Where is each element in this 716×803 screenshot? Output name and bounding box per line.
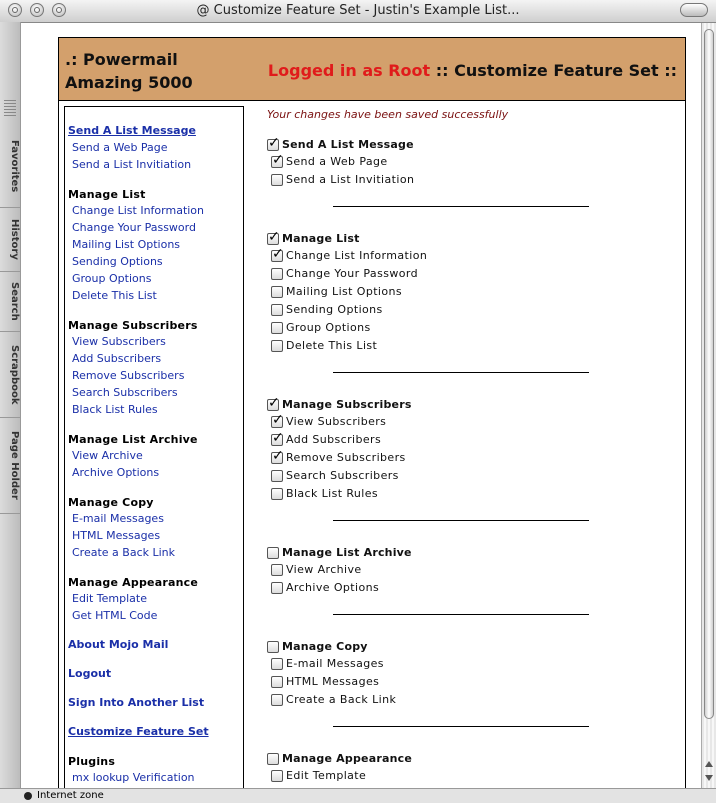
- feature-label: Add Subscribers: [286, 433, 382, 446]
- nav-change-password[interactable]: Change Your Password: [72, 221, 196, 234]
- feature-label: Send a Web Page: [286, 155, 388, 168]
- feature-label: Sending Options: [286, 303, 383, 316]
- scrollbar-thumb[interactable]: [704, 29, 714, 719]
- scroll-down-arrow-icon[interactable]: [705, 775, 713, 781]
- tab-search[interactable]: Search: [0, 272, 20, 332]
- feature-set-form: [267, 108, 667, 788]
- checkbox[interactable]: [267, 641, 279, 653]
- section-divider: [333, 614, 589, 615]
- page-title: Customize Feature Set ::: [454, 61, 677, 80]
- section-divider: [333, 206, 589, 207]
- nav-heading-manage-list: Manage List: [68, 188, 146, 201]
- nav-view-subscribers[interactable]: View Subscribers: [72, 335, 166, 348]
- feature-label: Group Options: [286, 321, 371, 334]
- toolbar-toggle-button[interactable]: [680, 3, 708, 17]
- nav-mx-lookup-verification[interactable]: mx lookup Verification: [72, 771, 195, 784]
- checkbox[interactable]: [271, 582, 283, 594]
- feature-label: Create a Back Link: [286, 693, 397, 706]
- tab-page-holder[interactable]: Page Holder: [0, 418, 20, 514]
- feature-label: Change List Information: [286, 249, 428, 262]
- group-label: Manage List Archive: [282, 546, 412, 559]
- nav-mailing-list-options[interactable]: Mailing List Options: [72, 238, 181, 251]
- window-titlebar: [0, 0, 716, 23]
- feature-label: View Archive: [286, 563, 362, 576]
- nav-about-mojo-mail[interactable]: About Mojo Mail: [68, 638, 169, 651]
- feature-label: Delete This List: [286, 339, 378, 352]
- logged-in-label: Logged in as Root: [267, 61, 431, 80]
- header-separator: ::: [435, 61, 449, 80]
- nav-customize-feature-set[interactable]: Customize Feature Set: [68, 725, 209, 738]
- nav-view-archive[interactable]: View Archive: [72, 449, 143, 462]
- feature-label: E-mail Messages: [286, 657, 384, 670]
- tab-scrapbook[interactable]: Scrapbook: [0, 332, 20, 418]
- nav-heading-manage-copy: Manage Copy: [68, 496, 154, 509]
- checkbox[interactable]: [271, 156, 283, 168]
- app-header: [59, 38, 685, 101]
- group-label: Manage List: [282, 232, 360, 245]
- checkbox[interactable]: [271, 340, 283, 352]
- nav-add-subscribers[interactable]: Add Subscribers: [72, 352, 162, 365]
- checkbox[interactable]: [267, 753, 279, 765]
- status-bar: [0, 788, 716, 803]
- group-label: Manage Copy: [282, 640, 368, 653]
- nav-heading-manage-list-archive: Manage List Archive: [68, 433, 198, 446]
- page-viewport: [21, 23, 701, 788]
- nav-black-list-rules[interactable]: Black List Rules: [72, 403, 158, 416]
- nav-get-html-code[interactable]: Get HTML Code: [72, 609, 158, 622]
- checkbox[interactable]: [271, 470, 283, 482]
- status-text: Internet zone: [37, 790, 104, 801]
- feature-label: Archive Options: [286, 581, 380, 594]
- checkbox[interactable]: [267, 139, 279, 151]
- nav-archive-options[interactable]: Archive Options: [72, 466, 160, 479]
- feature-label: Mailing List Options: [286, 285, 403, 298]
- vertical-scrollbar[interactable]: [701, 23, 716, 788]
- checkbox[interactable]: [271, 488, 283, 500]
- feature-label: View Subscribers: [286, 415, 387, 428]
- section-divider: [333, 726, 589, 727]
- checkbox[interactable]: [271, 694, 283, 706]
- checkbox[interactable]: [271, 564, 283, 576]
- nav-email-messages[interactable]: E-mail Messages: [72, 512, 164, 525]
- feature-label: Edit Template: [286, 769, 367, 782]
- feature-label: Change Your Password: [286, 267, 418, 280]
- nav-delete-list[interactable]: Delete This List: [72, 289, 157, 302]
- nav-heading-manage-appearance: Manage Appearance: [68, 576, 198, 589]
- group-label: Send A List Message: [282, 138, 414, 151]
- checkbox[interactable]: [271, 250, 283, 262]
- checkbox[interactable]: [271, 322, 283, 334]
- nav-change-list-information[interactable]: Change List Information: [72, 204, 205, 217]
- checkbox[interactable]: [271, 304, 283, 316]
- checkbox[interactable]: [271, 174, 283, 186]
- nav-edit-template[interactable]: Edit Template: [72, 592, 147, 605]
- nav-send-web-page[interactable]: Send a Web Page: [72, 141, 168, 154]
- tab-favorites[interactable]: Favorites: [0, 126, 20, 208]
- nav-html-messages[interactable]: HTML Messages: [72, 529, 161, 542]
- feature-label: Send a List Invitiation: [286, 173, 415, 186]
- header-status: [268, 61, 677, 80]
- checkbox[interactable]: [271, 676, 283, 688]
- checkbox[interactable]: [271, 416, 283, 428]
- nav-send-list-invitation[interactable]: Send a List Invitiation: [72, 158, 192, 171]
- feature-label: HTML Messages: [286, 675, 380, 688]
- checkbox[interactable]: [271, 268, 283, 280]
- feature-label: Search Subscribers: [286, 469, 399, 482]
- section-divider: [333, 520, 589, 521]
- feature-label: Remove Subscribers: [286, 451, 406, 464]
- left-nav: [64, 106, 244, 788]
- checkbox[interactable]: [267, 547, 279, 559]
- nav-heading-manage-subscribers: Manage Subscribers: [68, 319, 198, 332]
- group-label: Manage Subscribers: [282, 398, 412, 411]
- nav-sign-into-another-list[interactable]: Sign Into Another List: [68, 696, 205, 709]
- nav-search-subscribers[interactable]: Search Subscribers: [72, 386, 178, 399]
- checkbox[interactable]: [271, 658, 283, 670]
- app-frame: [58, 37, 686, 788]
- explorer-sidebar: [0, 22, 21, 788]
- checkbox[interactable]: [271, 434, 283, 446]
- nav-remove-subscribers[interactable]: Remove Subscribers: [72, 369, 185, 382]
- checkbox[interactable]: [271, 452, 283, 464]
- checkbox[interactable]: [267, 399, 279, 411]
- scroll-up-arrow-icon[interactable]: [705, 761, 713, 767]
- tab-history[interactable]: History: [0, 208, 20, 272]
- nav-sending-options[interactable]: Sending Options: [72, 255, 163, 268]
- checkbox[interactable]: [267, 233, 279, 245]
- feature-label: Black List Rules: [286, 487, 379, 500]
- section-divider: [333, 372, 589, 373]
- checkbox[interactable]: [271, 286, 283, 298]
- brand-title: .: Powermail Amazing 5000: [65, 50, 193, 92]
- nav-send-list-message[interactable]: Send A List Message: [68, 124, 196, 137]
- saved-message: Your changes have been saved successfully: [267, 108, 509, 121]
- internet-zone-icon: [24, 792, 32, 800]
- nav-create-back-link[interactable]: Create a Back Link: [72, 546, 176, 559]
- nav-heading-plugins: Plugins: [68, 755, 116, 768]
- sidebar-grip-handle[interactable]: [4, 100, 16, 118]
- window-title: @ Customize Feature Set - Justin's Example List...: [196, 3, 520, 18]
- group-label: Manage Appearance: [282, 752, 412, 765]
- checkbox[interactable]: [271, 770, 283, 782]
- nav-group-options[interactable]: Group Options: [72, 272, 152, 285]
- nav-logout[interactable]: Logout: [68, 667, 112, 680]
